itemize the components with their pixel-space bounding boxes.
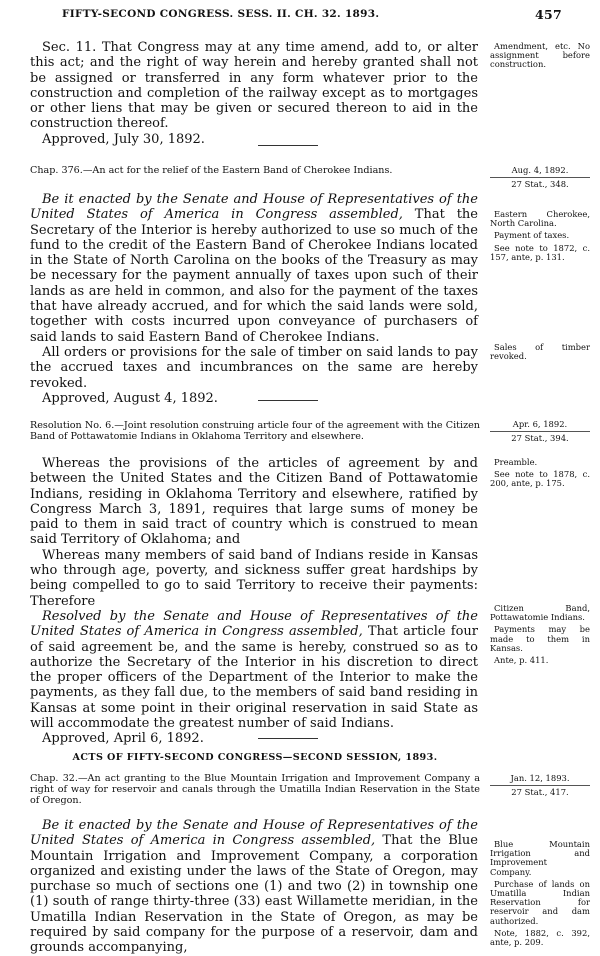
res6-stat: 27 Stat., 394. — [511, 433, 569, 444]
chapter-32-heading: Chap. 32.—An act granting to the Blue Mountain Irrigation and Improvement Company a right of way for reservoir and canals through the Umatilla Indian Reservation in the State of Oregon. — [30, 773, 480, 806]
whereas-1: Whereas the provisions of the articles of agreement by and between the United States and the Citizen Band of Pottawatomie Indians, residing in Oklahoma Territory and elsewhere, ratified by Congress March 3, 1891, requires that large sums of money be paid to them in said tract of country which is construed to mean said Territory of Oklahoma; and — [30, 456, 478, 548]
margin-note-ante-411: Ante, p. 411. — [494, 655, 549, 666]
margin-chap376 — [490, 166, 590, 195]
margin-chap376-timber — [490, 343, 590, 364]
margin-note-blue-mountain: Blue Mountain Irrigation and Improvement Company. — [490, 839, 590, 877]
margin-chap32-notes — [490, 840, 590, 950]
chapter-32-body — [30, 818, 478, 956]
chap376-para2: All orders or provisions for the sale of timber on said lands to pay the accrued taxes and incumbrances on the same are hereby revoked. — [30, 344, 478, 391]
page-number: 457 — [535, 7, 562, 22]
margin-note-preamble: Preamble. — [494, 457, 538, 467]
section-title: ACTS OF FIFTY-SECOND CONGRESS—SECOND SESSION, 1893. — [72, 752, 438, 763]
enacting-clause: Be it enacted by the Senate and House of Representatives of the United States of America in Congress assembled, — [30, 818, 478, 849]
resolution-6-heading: Resolution No. 6.—Joint resolution construing article four of the agreement with the Citizen Band of Pottawatomie Indians in Oklahoma Territory and elsewhere. — [30, 420, 480, 442]
chapter-376-body — [30, 192, 478, 406]
chap32-text: That the Blue Mountain Irrigation and Improvement Company, a corporation organized and existing under the laws of the State of Oregon, may purchase so much of sections one (1) and two (2) in township one (1) south of range thirty-three (33) east Willamette meridian, in the Umatilla Indian Reservation in the State of Oregon, as may be required by said company for the purpose of a reservoir, dam and grounds accompanying, — [30, 833, 478, 956]
chap32-stat: 27 Stat., 417. — [511, 787, 569, 798]
divider — [258, 145, 318, 146]
res6-date: Apr. 6, 1892. — [490, 420, 590, 432]
margin-note-purchase-lands: Purchase of lands on Umatilla Indian Reservation for reservoir and dam authorized. — [490, 878, 590, 926]
chapter-376-heading: Chap. 376.—An act for the relief of the Eastern Band of Cherokee Indians. — [30, 165, 393, 176]
margin-note-citizen-band: Citizen Band, Pottawatomie Indians. — [490, 603, 590, 623]
enacting-clause: Be it enacted by the Senate and House of Representatives of the United States of America in Congress assembled, — [30, 192, 478, 223]
divider — [258, 738, 318, 739]
margin-note-1882: Note, 1882, c. 392, ante, p. 209. — [490, 927, 590, 948]
section-11-text: Sec. 11. That Congress may at any time amend, add to, or alter this act; and the right of way herein and hereby granted shall not be assigned or transferred in any form whatever prior to the construction and completion of the railway except as to mortgages or other liens that may be given or secured thereon to aid in the construction thereof. — [30, 40, 478, 132]
header-title: FIFTY-SECOND CONGRESS. SESS. II. CH. 32. 1893. — [62, 8, 380, 20]
margin-note-amendment: Amendment, etc. No assignment before construction. — [490, 41, 590, 70]
resolving-clause: Resolved by the Senate and House of Representatives of the United States of America in Congress assembled, — [30, 608, 478, 640]
margin-note-timber: Sales of timber revoked. — [490, 342, 590, 362]
chap376-date: Aug. 4, 1892. — [490, 166, 590, 178]
chap376-text: That the Secretary of the Interior is hereby authorized to use so much of the fund to the credit of the Eastern Band of Cherokee Indians located in the State of North Carolina on the books of the Treasury as may be necessary for the payment annually of taxes upon such of their lands as are held in common, and also for the payment of the taxes that have already accrued, and for which the said lands were sold, together with costs incurred upon conveyance of purchasers of said lands to said Eastern Band of Cherokee Indians. — [30, 207, 478, 345]
margin-note-eastern-cherokee: Eastern Cherokee, North Carolina. — [490, 209, 590, 229]
margin-res6-notes — [490, 604, 590, 668]
whereas-2: Whereas many members of said band of Indians reside in Kansas who through age, poverty, and sickness suffer great hardships by being compelled to go to said Territory to receive their payments: Therefore — [30, 547, 478, 609]
margin-note-payments-kansas: Payments may be made to them in Kansas. — [490, 624, 590, 653]
margin-chap32 — [490, 774, 590, 803]
margin-res6-preamble — [490, 458, 590, 492]
running-header — [62, 8, 562, 20]
section-11-approved: Approved, July 30, 1892. — [42, 131, 205, 147]
resolution-6-body — [30, 456, 478, 747]
chap376-approved: Approved, August 4, 1892. — [42, 390, 218, 406]
margin-note-see-1872: See note to 1872, c. 157, ante, p. 131. — [490, 242, 590, 262]
res6-text: That article four of said agreement be, and the same is hereby, construed so as to authorize the Secretary of the Interior in his discretion to direct the proper officers of the Department of the Interior to make the payments, as they fall due, to the members of said band residing in Kansas at some point in their original reservation in said State as will accommodate the greatest number of said Indians. — [30, 624, 478, 732]
chap376-stat: 27 Stat., 348. — [511, 179, 569, 190]
margin-note-sec11 — [490, 42, 590, 73]
margin-note-see-1878: See note to 1878, c. 200, ante, p. 175. — [490, 469, 590, 489]
divider — [258, 400, 318, 401]
res6-approved: Approved, April 6, 1892. — [42, 731, 204, 747]
chap32-date: Jan. 12, 1893. — [490, 774, 590, 786]
margin-chap376-notes — [490, 210, 590, 265]
margin-res6 — [490, 420, 590, 449]
section-11 — [30, 40, 478, 147]
margin-note-payment-taxes: Payment of taxes. — [494, 230, 570, 241]
